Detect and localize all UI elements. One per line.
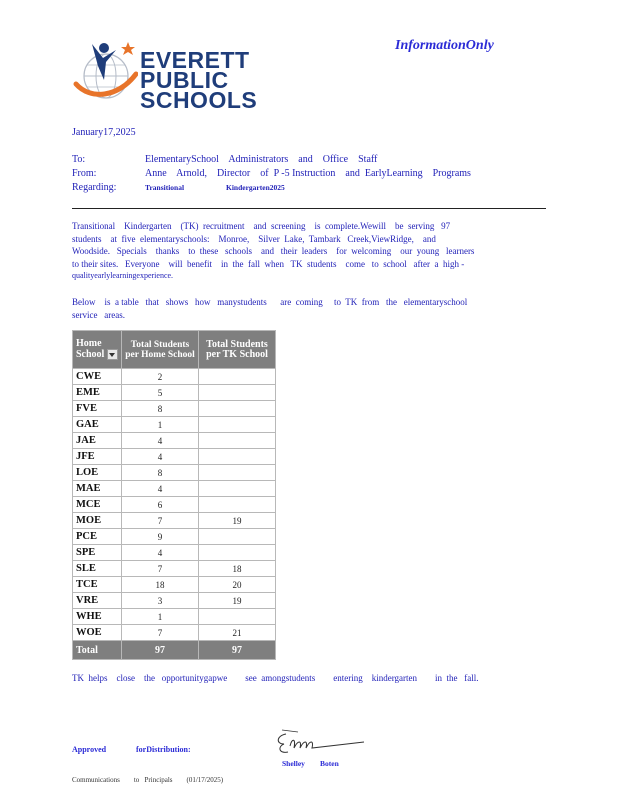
header-total-home: Total Students per Home School [122,331,199,369]
school-cell: GAE [73,417,122,433]
tk-count-cell [199,417,276,433]
table-total-row [73,641,276,660]
table-intro-paragraph [72,296,542,321]
intro-line-2: students at five elementaryschools: Monroe, Silver Lake, Tambark Creek,ViewRidge, and [72,233,436,244]
school-cell: PCE [73,529,122,545]
home-count-cell: 3 [122,593,199,609]
tk-count-cell [199,433,276,449]
tk-count-cell: 20 [199,577,276,593]
tk-count-cell: 19 [199,593,276,609]
school-cell: SPE [73,545,122,561]
school-cell: EME [73,385,122,401]
school-cell: WOE [73,625,122,641]
home-count-cell: 4 [122,545,199,561]
tk-count-cell: 18 [199,561,276,577]
tk-count-cell [199,449,276,465]
signer-first-name: Shelley [282,759,305,768]
logo-text-public: PUBLIC [140,67,229,93]
tk-count-cell [199,545,276,561]
total-label-cell: Total [73,641,122,660]
school-cell: CWE [73,369,122,385]
tk-enrollment-table [72,330,276,660]
approved-label: Approved [72,745,107,754]
logo-figure-icon [70,38,138,110]
tk-count-cell [199,529,276,545]
intro-paragraph [72,220,542,283]
closing-sentence: TK helps close the opportunitygapwe see amongstudents entering kindergarten in the fall. [72,673,479,683]
table-row [73,513,276,529]
table-row [73,577,276,593]
from-value: Anne Arnold, Director of P -5 Instruction and EarlyLearning Programs [145,168,471,179]
tk-count-cell: 19 [199,513,276,529]
home-count-cell: 18 [122,577,199,593]
school-cell: JFE [73,449,122,465]
table-row [73,433,276,449]
home-count-cell: 2 [122,369,199,385]
table-row [73,609,276,625]
home-count-cell: 7 [122,625,199,641]
filter-dropdown-icon[interactable] [107,349,118,360]
table-row [73,417,276,433]
table-row [73,497,276,513]
regarding-value-1: Transitional [145,183,185,192]
memo-date: January17,2025 [72,127,136,138]
signer-last-name: Boten [320,759,339,768]
table-row [73,481,276,497]
intro-line-3: Woodside. Specials thanks to these schools and their leaders for welcoming our young learners [72,246,475,256]
footer-distribution-line: Communications to Principals (01/17/2025) [72,776,224,784]
home-count-cell: 4 [122,433,199,449]
to-label: To: [72,154,86,165]
home-count-cell: 4 [122,449,199,465]
to-value: ElementarySchool Administrators and Office Staff [145,154,378,165]
home-count-cell: 1 [122,609,199,625]
table-intro-line-1: Below is a table that shows how manystudents are coming to TK from the elementaryschool [72,297,468,307]
school-cell: JAE [73,433,122,449]
school-cell: FVE [73,401,122,417]
handwritten-signature [272,728,372,760]
home-count-cell: 4 [122,481,199,497]
tk-count-cell [199,481,276,497]
intro-line-5: qualityearlylearningexperience. [72,271,174,280]
table-row [73,561,276,577]
school-cell: SLE [73,561,122,577]
table-row [73,385,276,401]
table-row [73,465,276,481]
information-only-label: InformationOnly [395,38,494,53]
header-divider [72,208,546,209]
school-cell: TCE [73,577,122,593]
tk-count-cell [199,401,276,417]
home-count-cell: 6 [122,497,199,513]
home-count-cell: 5 [122,385,199,401]
table-body [73,369,276,660]
table-row [73,593,276,609]
header-total-tk: Total Students per TK School [199,331,276,369]
table-row [73,545,276,561]
total-tk-cell: 97 [199,641,276,660]
school-cell: MCE [73,497,122,513]
tk-count-cell [199,497,276,513]
school-cell: VRE [73,593,122,609]
district-logo [70,36,258,113]
home-count-cell: 8 [122,401,199,417]
regarding-value-2: Kindergarten2025 [226,183,285,192]
home-count-cell: 7 [122,561,199,577]
home-count-cell: 8 [122,465,199,481]
table-header-row [73,331,276,369]
table-row [73,529,276,545]
from-label: From: [72,168,97,179]
home-count-cell: 1 [122,417,199,433]
tk-count-cell [199,465,276,481]
total-home-cell: 97 [122,641,199,660]
table-row [73,369,276,385]
tk-count-cell [199,385,276,401]
home-count-cell: 9 [122,529,199,545]
intro-line-1: Transitional Kindergarten (TK) recruitment and screening is complete.Wewill be serving 97 [72,221,451,231]
intro-line-4: to their sites. Everyone will benefit in the fall when TK students come to school after a high - [72,258,465,269]
tk-count-cell [199,369,276,385]
logo-text-everett: EVERETT [140,47,250,73]
school-cell: MOE [73,513,122,529]
regarding-label: Regarding: [72,182,117,193]
header-home-school-label: Home School [76,338,105,360]
school-cell: LOE [73,465,122,481]
table-row [73,449,276,465]
table-row [73,625,276,641]
header-home-school [73,331,122,369]
home-count-cell: 7 [122,513,199,529]
logo-text-schools: SCHOOLS [140,87,258,113]
table-row [73,401,276,417]
tk-count-cell [199,609,276,625]
tk-enrollment-table-wrap [72,330,276,660]
for-distribution-label: forDistribution: [136,745,191,754]
tk-count-cell: 21 [199,625,276,641]
school-cell: WHE [73,609,122,625]
school-cell: MAE [73,481,122,497]
table-intro-line-2: service areas. [72,309,125,320]
